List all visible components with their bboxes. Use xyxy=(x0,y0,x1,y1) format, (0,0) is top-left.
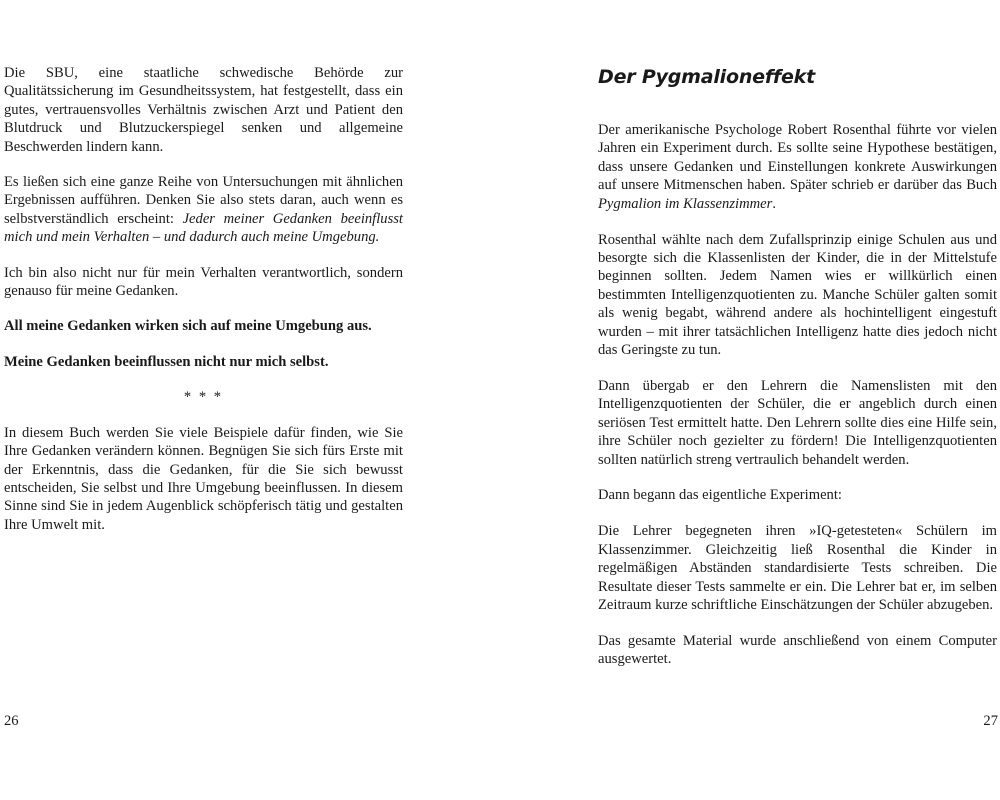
emphasis-quote: Jeder meiner Gedanken beeinflusst mich und mein Verhalten – und dadurch auch meine Umgebung. xyxy=(4,210,403,246)
left-text-column xyxy=(4,64,403,551)
page-number-left: 26 xyxy=(4,713,19,729)
right-paragraph-6: Das gesamte Material wurde anschließend von einem Computer ausgewertet. xyxy=(598,632,997,668)
left-paragraph-2 xyxy=(4,173,403,247)
right-paragraph-1-end: . xyxy=(772,195,776,212)
right-paragraph-2: Rosenthal wählte nach dem Zufallsprinzip einige Schulen aus und besorgte sich die Klassenlisten der Kinder, die in der Mittelstufe beginnen sollten. Jedem Namen wies er willkürlich einen bestimmten Intelligenzquotienten zu. Manche Schüler galten somit als wenig begabt, während andere als hochintelligent eingestuft wurden – mit ihrer tatsächlichen Intelligenz hatte dies jedoch nicht das Geringste zu tun. xyxy=(598,231,997,358)
section-separator: * * * xyxy=(183,389,224,406)
right-paragraph-1-text: Der amerikanische Psychologe Robert Rosenthal führte vor vielen Jahren ein Experiment durch. Es sollte seine Hypothese bestätigen, dass unsere Gedanken und Einstellungen konkrete Auswirkungen auf unsere Mitmenschen haben. Später schrieb er darüber das Buch xyxy=(598,122,997,194)
bold-statement-1: All meine Gedanken wirken sich auf meine Umgebung aus. xyxy=(4,318,372,335)
right-paragraph-5: Die Lehrer begegneten ihren »IQ-getesteten« Schülern im Klassenzimmer. Gleichzeitig ließ Rosenthal die Kinder in regelmäßigen Abständen standardisierte Tests schreiben. Die Resultate dieser Tests sammelte er ein. Die Lehrer bat er, im selben Zeitraum kurze schriftliche Einschätzungen der Schüler abzugeben. xyxy=(598,523,997,613)
right-paragraph-4: Dann begann das eigentliche Experiment: xyxy=(598,487,842,504)
page-number-right: 27 xyxy=(983,713,998,729)
left-paragraph-1: Die SBU, eine staatliche schwedische Behörde zur Qualitätssicherung im Gesundheitssystem, hat festgestellt, dass ein gutes, vertrauensvolles Verhältnis zwischen Arzt und Patient den Blutdruck und Blutzuckerspiegel senken und allgemeine Beschwerden lindern kann. xyxy=(4,65,403,155)
right-text-column xyxy=(598,121,1000,686)
right-paragraph-3: Dann übergab er den Lehrern die Namenslisten mit den Intelligenzquotienten der Schüler, die er angeblich durch einen seriösen Test ermittelt hatte. Den Lehrern sollte dies eine Hilfe sein, ihre Schüler noch gezielter zu fördern! Die Intelligenzquotienten sollten natürlich streng vertraulich behandelt werden. xyxy=(598,377,997,468)
right-paragraph-1 xyxy=(598,121,997,213)
left-paragraph-3: Ich bin also nicht nur für mein Verhalten verantwortlich, sondern genauso für meine Gedanken. xyxy=(4,264,403,300)
bold-statement-2: Meine Gedanken beeinflussen nicht nur mich selbst. xyxy=(4,353,329,370)
left-paragraph-4: In diesem Buch werden Sie viele Beispiele dafür finden, wie Sie Ihre Gedanken verändern können. Begnügen Sie sich fürs Erste mit der Erkenntnis, dass die Gedanken, für die Sie sich bewusst entscheiden, Sie selbst und Ihre Umgebung beeinflussen. In diesem Sinne sind Sie in jedem Augenblick schöpferisch tätig und gestalten Ihre Umwelt mit. xyxy=(4,424,403,533)
book-title: Pygmalion im Klassenzimmer xyxy=(598,195,773,212)
right-page xyxy=(500,0,1000,800)
chapter-title: Der Pygmalioneffekt xyxy=(598,66,816,88)
left-paragraph-2-text: Es ließen sich eine ganze Reihe von Untersuchungen mit ähnlichen Ergebnissen aufführen. Denken Sie also stets daran, auch wenn es selbstverständlich erscheint: xyxy=(4,174,403,227)
